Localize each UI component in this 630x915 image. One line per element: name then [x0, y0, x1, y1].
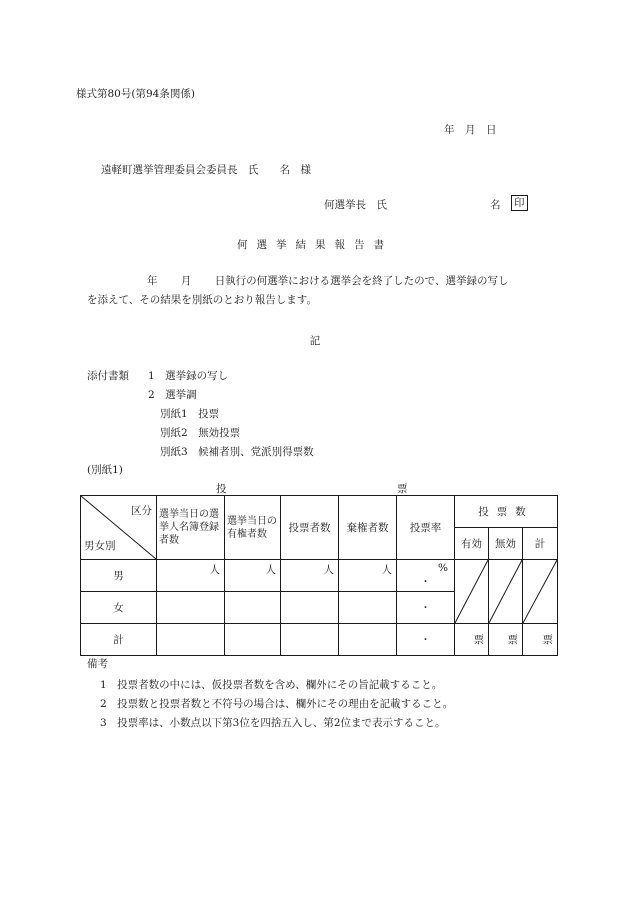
- header-valid: 有効: [455, 528, 489, 560]
- row-label-total: 計: [81, 624, 157, 656]
- note-item: 2 投票数と投票者数と不符号の場合は、欄外にその理由を記載すること。: [100, 698, 454, 710]
- body-line-2: を添えて、その結果を別紙のとおり報告します。: [87, 294, 317, 306]
- header-rate: 投票率: [397, 496, 455, 560]
- vote-table: [80, 495, 558, 656]
- header-danjo: 男女別: [84, 540, 116, 552]
- cell-qualified-male: 人: [225, 560, 281, 592]
- ki-heading: 記: [309, 335, 321, 347]
- cell-registered-male: 人: [157, 560, 225, 592]
- table-caption-right: 票: [397, 483, 408, 495]
- note-item: 3 投票率は、小数点以下第3位を四捨五入し、第2位まで表示すること。: [100, 717, 446, 729]
- body-month: 月: [180, 275, 192, 287]
- cell-valid-slashed: [455, 560, 489, 624]
- cell-abstain-total: [339, 624, 397, 656]
- decimal-dot: ・: [420, 576, 431, 588]
- attachment-item: 1 選挙録の写し: [148, 370, 229, 382]
- attachment-item: 別紙2 無効投票: [160, 427, 241, 439]
- cell-abstain-male: 人: [339, 560, 397, 592]
- seal-mark: 印: [511, 195, 528, 211]
- form-number: 様式第80号(第94条関係): [76, 88, 195, 100]
- attachments-label: 添付書類: [87, 370, 129, 382]
- appendix-label: (別紙1): [87, 464, 123, 476]
- sender-title: 何選挙長 氏: [324, 199, 387, 211]
- cell-registered-female: [157, 592, 225, 624]
- cell-total-slashed: [523, 560, 558, 624]
- header-abstain: 棄権者数: [339, 496, 397, 560]
- addressee: 遠軽町選挙管理委員会委員長 氏 名 様: [101, 164, 311, 176]
- sender-name-label: 名: [490, 199, 501, 211]
- decimal-dot: ・: [420, 634, 431, 646]
- header-kubun: 区分: [131, 505, 152, 517]
- cell-invalid-total: 票: [489, 624, 523, 656]
- cell-registered-total: [157, 624, 225, 656]
- cell-valid-total: 票: [455, 624, 489, 656]
- table-row: [81, 560, 558, 592]
- row-label-male: 男: [81, 560, 157, 592]
- table-caption-left: 投: [216, 483, 227, 495]
- cell-voters-female: [281, 592, 339, 624]
- notes-title: 備考: [87, 658, 108, 670]
- cell-rate-female: [397, 592, 455, 624]
- row-label-female: 女: [81, 592, 157, 624]
- document-title: 何選挙結果報告書: [237, 239, 393, 251]
- cell-sum-total: 票: [523, 624, 558, 656]
- decimal-dot: ・: [420, 602, 431, 614]
- cell-rate-total: [397, 624, 455, 656]
- header-registered: 選挙当日の選挙人名簿登録者数: [157, 496, 225, 560]
- cell-rate-male: [397, 560, 455, 592]
- attachment-item: 2 選挙調: [148, 389, 197, 401]
- attachment-item: 別紙1 投票: [160, 408, 220, 420]
- cell-qualified-total: [225, 624, 281, 656]
- note-item: 1 投票者数の中には、仮投票者数を含め、欄外にその旨記載すること。: [100, 679, 443, 691]
- header-qualified: 選挙当日の有権者数: [225, 496, 281, 560]
- attachment-item: 別紙3 候補者別、党派別得票数: [160, 446, 314, 458]
- header-voters: 投票者数: [281, 496, 339, 560]
- header-diagonal-cell: [81, 496, 157, 560]
- header-invalid: 無効: [489, 528, 523, 560]
- cell-qualified-female: [225, 592, 281, 624]
- body-line-1: [147, 273, 508, 288]
- cell-voters-male: 人: [281, 560, 339, 592]
- cell-voters-total: [281, 624, 339, 656]
- cell-invalid-slashed: [489, 560, 523, 624]
- date-line: 年 月 日: [444, 124, 497, 136]
- header-votes: 投票数: [455, 496, 558, 528]
- percent-unit: %: [438, 562, 448, 574]
- header-total: 計: [523, 528, 558, 560]
- table-row: [81, 624, 558, 656]
- body-rest: 日執行の何選挙における選挙会を終了したので、選挙録の写し: [214, 275, 509, 287]
- body-year: 年: [147, 275, 158, 287]
- cell-abstain-female: [339, 592, 397, 624]
